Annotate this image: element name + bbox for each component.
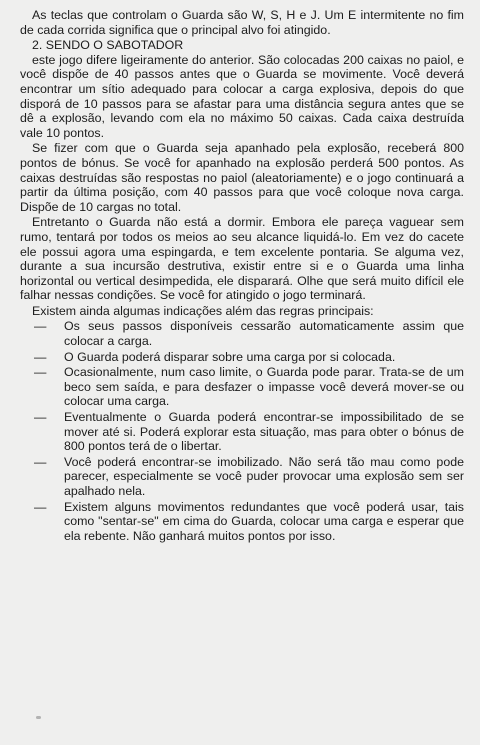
list-item-text: Você poderá encontrar-se imobilizado. Não será tão mau como pode parecer, especialmente se você puder provocar uma explosão sem ser apalhado nela. <box>64 454 464 498</box>
section-heading: 2. SENDO O SABOTADOR <box>32 38 184 53</box>
dash-marker: — <box>34 410 47 425</box>
list-item <box>20 350 464 365</box>
list-item-text: Os seus passos disponíveis cessarão automaticamente assim que colocar a carga. <box>64 319 464 349</box>
list-item-text: O Guarda poderá disparar sobre uma carga por si colocada. <box>64 349 396 364</box>
list-item <box>20 319 464 348</box>
list-item-text: Eventualmente o Guarda poderá encontrar-se impossibilitado de se mover até si. Poderá explorar esta situação, mas para obter o bónus de 800 pontos terá de o libertar. <box>64 410 464 454</box>
intro-paragraph: As teclas que controlam o Guarda são W, S, H e J. Um E intermitente no fim de cada corrida significa que o principal alvo foi atingido. <box>20 8 464 37</box>
list-item-text: Ocasionalmente, num caso limite, o Guarda pode parar. Trata-se de um beco sem saída, e para desfazer o impasse você deverá mover-se ou colocar uma carga. <box>64 365 464 409</box>
paragraph-setup: este jogo difere ligeiramente do anterior. São colocadas 200 caixas no paiol, e você dispõe de 40 passos antes que o Guarda se movimente. Você deverá encontrar um sítio adequado para colocar a carga explosiva, depois do que disporá de 10 passos para se afastar para uma distância segura antes que se dê a explosão, levando com ela no máximo 50 caixas. Cada caixa destruída vale 10 pontos. <box>20 52 464 140</box>
scan-speck <box>36 716 41 719</box>
paragraph-scoring: Se fizer com que o Guarda seja apanhado pela explosão, receberá 800 pontos de bónus. Se você for apanhado na explosão perderá 500 pontos. As caixas destruídas são respostas no paiol (aleatoriamente) e o jogo continuará a partir da última posição, com 40 passos para que você coloque nova carga. Dispõe de 10 cargas no total. <box>20 141 464 214</box>
list-item <box>20 500 464 544</box>
list-item <box>20 365 464 409</box>
dash-marker: — <box>34 319 47 334</box>
paragraph-guard: Entretanto o Guarda não está a dormir. Embora ele pareça vaguear sem rumo, tentará por todos os meios ao seu alcance liquidá-lo. Em vez do cacete ele possui agora uma espingarda, e tem excelente pontaria. Se alguma vez, durante a sua incursão destrutiva, existir entre si e o Guarda uma linha horizontal ou vertical desimpedida, ele disparará. Olhe que será muito difícil ele falhar nessas condições. Se você for atingido o jogo terminará. <box>20 215 464 303</box>
hints-list <box>20 319 464 543</box>
paragraph-hints-intro: Existem ainda algumas indicações além das regras principais: <box>32 303 374 318</box>
list-item <box>20 455 464 499</box>
dash-marker: — <box>34 349 47 364</box>
dash-marker: — <box>34 499 47 514</box>
list-item-text: Existem alguns movimentos redundantes que você poderá usar, tais como "sentar-se" em cima do Guarda, colocar uma carga e esperar que ela rebente. Não ganhará muitos pontos por isso. <box>64 499 464 543</box>
dash-marker: — <box>34 454 47 469</box>
list-item <box>20 410 464 454</box>
dash-marker: — <box>34 365 47 380</box>
